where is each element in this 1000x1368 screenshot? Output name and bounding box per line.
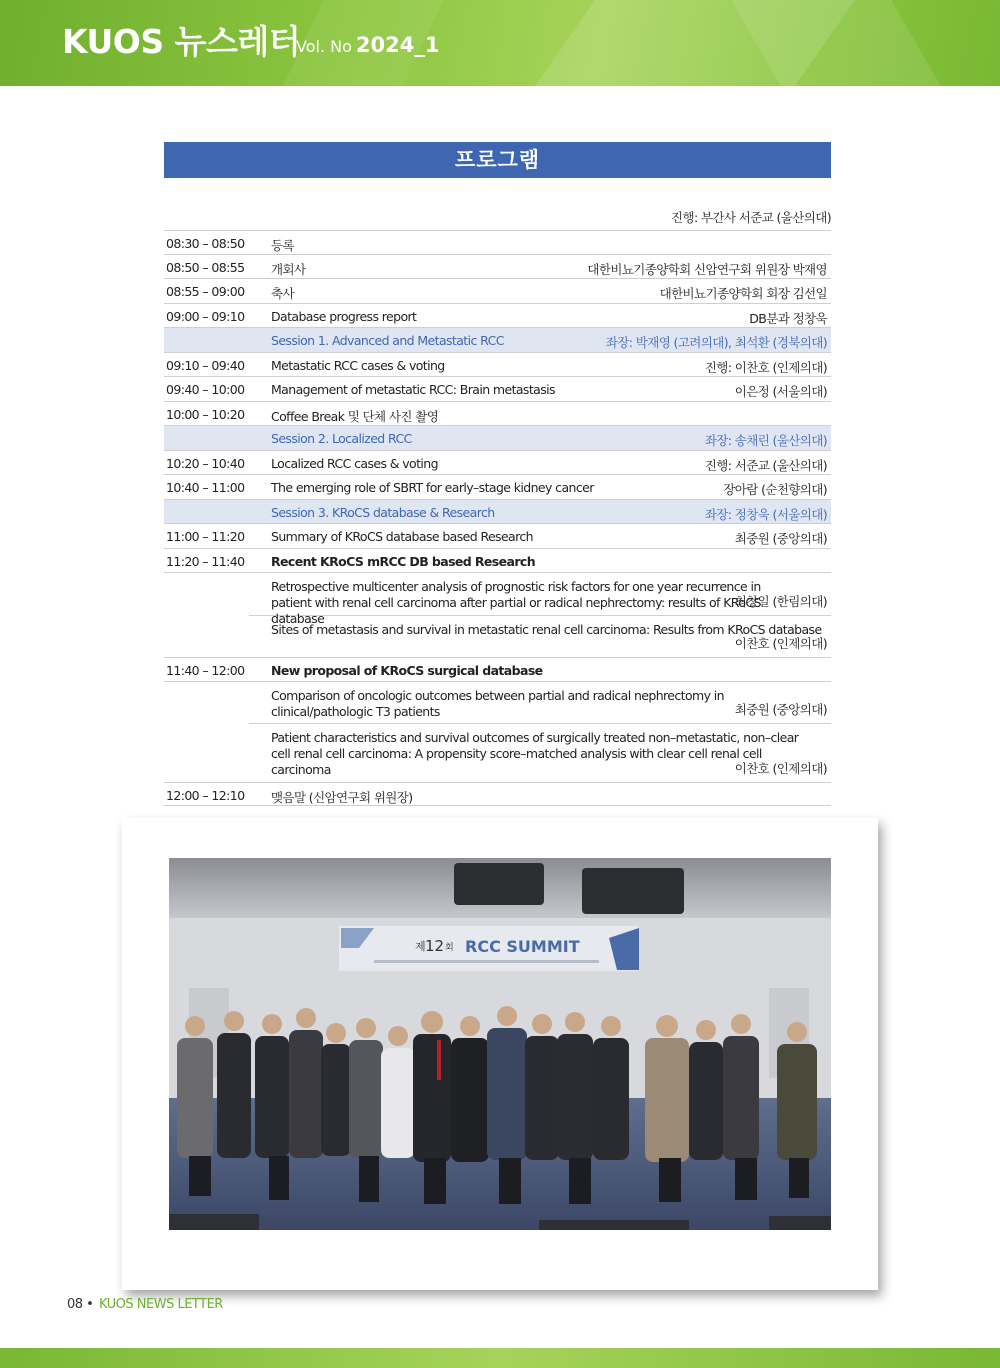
volume-number [296,33,439,57]
row-time: 08:30 – 08:50 [166,236,245,251]
row-title: 등록 [271,238,294,253]
row-time: 09:10 – 09:40 [166,357,245,373]
table-row [164,377,831,402]
session-chair: 좌장: 송채린 (울산의대) [704,433,827,448]
newsletter-label: KUOS NEWS LETTER [98,1297,223,1312]
session-row [164,328,831,353]
row-title: Coffee Break 및 단체 사진 촬영 [271,408,439,424]
row-title: Metastatic RCC cases & voting [271,357,445,373]
row-title: Recent KRoCS mRCC DB based Research [271,553,536,569]
volume-label: Vol. No [296,37,352,56]
row-title: New proposal of KRoCS surgical database [271,663,543,678]
row-speaker: 진행: 서준교 (울산의대) [704,457,827,473]
row-speaker: 이은정 (서울의대) [734,384,827,399]
session-row [164,500,831,525]
row-speaker: 대한비뇨기종양학회 회장 김선일 [659,286,827,301]
table-row [164,451,831,476]
newsletter-brand: KUOS 뉴스레터 [62,22,301,61]
sub-talk-title: Comparison of oncologic outcomes between partial and radical nephrectomy in clinical/pathologic T3 patients [271,687,724,719]
row-time: 10:20 – 10:40 [166,455,245,471]
row-title: 축사 [271,286,294,301]
table-row [164,782,831,807]
program-table [164,230,831,806]
sub-talk-speaker: 최창일 (한림의대) [734,594,827,609]
table-row [164,549,831,574]
volume-value: 2024_1 [355,33,440,57]
program-title: 프로그램 [164,142,831,178]
row-time: 11:00 – 11:20 [166,529,245,544]
sub-talk-title: Patient characteristics and survival outcomes of surgically treated non–metastatic, non–clear cell renal cell carcinoma: A propensity score–matched analysis with clear cell renal cell carcinoma [271,729,799,777]
program-moderator: 진행: 부간사 서준교 (울산의대) [671,210,831,225]
session-chair: 좌장: 정창욱 (서울의대) [704,506,827,522]
row-time: 10:40 – 11:00 [166,480,245,495]
table-row [164,402,831,427]
banner-prefix: 제 [415,940,426,953]
row-title: The emerging role of SBRT for early–stage kidney cancer [271,480,594,495]
session-title: Session 3. KRoCS database & Research [271,504,495,520]
sub-talk-row [249,616,831,657]
sub-talk-row [249,573,831,626]
row-title: Management of metastatic RCC: Brain metastasis [271,382,555,397]
sub-talk-title: Retrospective multicenter analysis of prognostic risk factors for one year recurrence in patient with renal cell carcinoma after partial or radical nephrectomy: results of KRoCS database [271,579,761,626]
session-title: Session 1. Advanced and Metastatic RCC [271,333,504,348]
sub-talk-row [249,724,831,782]
sub-talk-speaker: 최중원 (중앙의대) [734,701,827,717]
row-time: 09:40 – 10:00 [166,382,245,397]
footer-bar [0,1348,1000,1368]
banner-suffix: 회 [445,943,454,953]
row-title: Summary of KRoCS database based Research [271,529,533,544]
sub-talk-row [249,682,831,724]
session-title: Session 2. Localized RCC [271,431,412,446]
row-speaker: 대한비뇨기종양학회 신암연구회 위원장 박재영 [587,261,827,277]
sub-talk-speaker: 이찬호 (인제의대) [734,760,827,776]
row-speaker: 장아람 (순천향의대) [723,482,827,497]
footer-label [67,1297,223,1312]
table-row [164,475,831,500]
row-title: Localized RCC cases & voting [271,455,438,471]
table-row [164,230,831,255]
table-row [164,524,831,549]
table-row [164,353,831,378]
table-row [164,255,831,280]
row-title: 개회사 [271,261,306,277]
row-time: 08:50 – 08:55 [166,259,245,275]
banner-number: 12 [425,937,445,955]
row-speaker: 진행: 이찬호 (인제의대) [704,359,827,375]
banner-title: RCC SUMMIT [465,937,580,956]
row-speaker: 최중원 (중앙의대) [734,531,827,546]
header-banner [0,0,1000,86]
sub-talk-title: Sites of metastasis and survival in metastatic renal cell carcinoma: Results from KRoCS database [271,622,822,637]
row-time: 12:00 – 12:10 [166,787,245,803]
table-row [164,304,831,329]
row-title: 맺음말 (신암연구회 위원장) [271,789,413,805]
group-photo-illustration [169,858,831,1230]
sub-talk-speaker: 이찬호 (인제의대) [734,636,827,651]
page-number: 08 • [67,1297,94,1312]
group-photo [169,858,831,1230]
session-chair: 좌장: 박재영 (고려의대), 최석환 (경북의대) [605,335,827,350]
row-time: 10:00 – 10:20 [166,406,245,422]
row-time: 09:00 – 09:10 [166,308,245,324]
row-time: 08:55 – 09:00 [166,284,245,299]
table-row [164,279,831,304]
row-time: 11:20 – 11:40 [166,553,245,569]
session-row [164,426,831,451]
table-row [164,657,831,682]
row-time: 11:40 – 12:00 [166,663,245,678]
row-speaker: DB분과 정창욱 [749,310,827,326]
row-title: Database progress report [271,308,417,324]
